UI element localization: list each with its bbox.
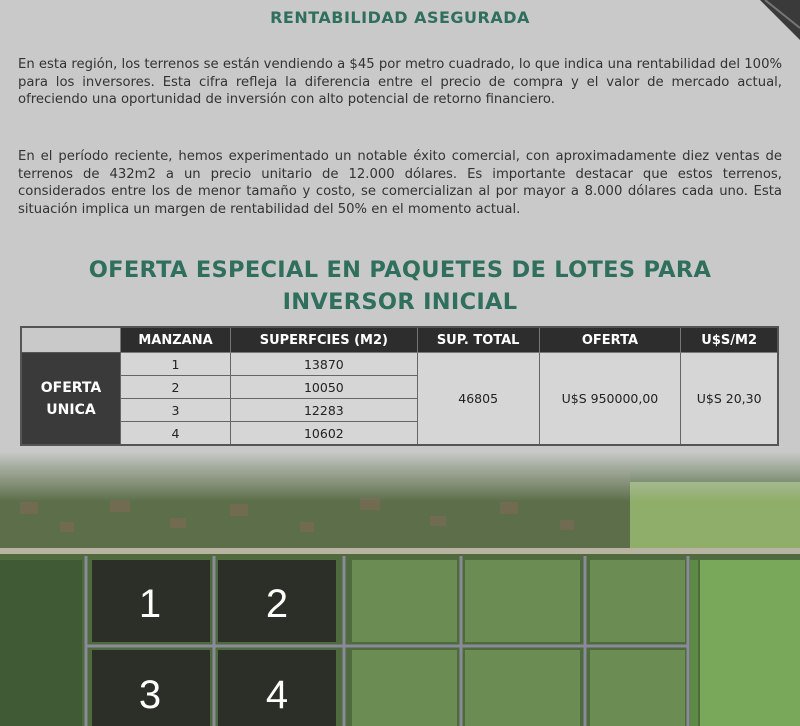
paragraph-exito-comercial: En el período reciente, hemos experimentado un notable éxito comercial, con aproximadamente diez ventas de terrenos de 432m2 a un precio unitario de 12.000 dólares. Es importante destacar que estos terrenos, considerados entre los de menor tamaño y costo, se comercializan al por mayor a 8.000 dólares cada uno. Esta situación implica un margen de rentabilidad del 50% en el momento actual. bbox=[18, 149, 782, 217]
usd-m2-cell: U$S 20,30 bbox=[681, 353, 778, 446]
offer-heading bbox=[0, 254, 800, 318]
lot-number-2: 2 bbox=[265, 582, 289, 626]
lot-number-4: 4 bbox=[265, 673, 289, 717]
row-label-oferta-unica bbox=[21, 353, 121, 446]
header-oferta: OFERTA bbox=[539, 327, 681, 353]
section-subtitle: RENTABILIDAD ASEGURADA bbox=[270, 8, 530, 27]
lot-number-3: 3 bbox=[138, 673, 162, 717]
table-header-row bbox=[21, 327, 778, 353]
row-label-line1: OFERTA bbox=[40, 379, 102, 396]
aerial-lot-map bbox=[0, 452, 800, 726]
table-row bbox=[21, 353, 778, 376]
manzana-cell: 4 bbox=[121, 422, 231, 446]
row-label-line2: UNICA bbox=[46, 401, 96, 418]
superficie-cell: 10602 bbox=[231, 422, 418, 446]
paragraph-rentabilidad: En esta región, los terrenos se están vendiendo a $45 por metro cuadrado, lo que indica una rentabilidad del 100% para los inversores. Esta cifra refleja la diferencia entre el precio de compra y el valor de mercado actual, ofreciendo una oportunidad de inversión con alto potencial de retorno financiero. bbox=[18, 57, 782, 107]
header-superficies: SUPERFCIES (M2) bbox=[231, 327, 418, 353]
header-usd-m2: U$S/M2 bbox=[681, 327, 778, 353]
header-sup-total: SUP. TOTAL bbox=[417, 327, 539, 353]
superficie-cell: 10050 bbox=[231, 376, 418, 399]
superficie-cell: 13870 bbox=[231, 353, 418, 376]
manzana-cell: 2 bbox=[121, 376, 231, 399]
manzana-cell: 3 bbox=[121, 399, 231, 422]
offer-heading-line2: INVERSOR INICIAL bbox=[282, 289, 518, 315]
header-manzana: MANZANA bbox=[121, 327, 231, 353]
offer-heading-line1: OFERTA ESPECIAL EN PAQUETES DE LOTES PARA bbox=[88, 257, 712, 283]
lot-number-1: 1 bbox=[138, 582, 162, 626]
manzana-cell: 1 bbox=[121, 353, 231, 376]
header-blank-cell bbox=[21, 327, 121, 353]
offer-table bbox=[20, 326, 779, 446]
sup-total-cell: 46805 bbox=[417, 353, 539, 446]
superficie-cell: 12283 bbox=[231, 399, 418, 422]
oferta-cell: U$S 950000,00 bbox=[539, 353, 681, 446]
